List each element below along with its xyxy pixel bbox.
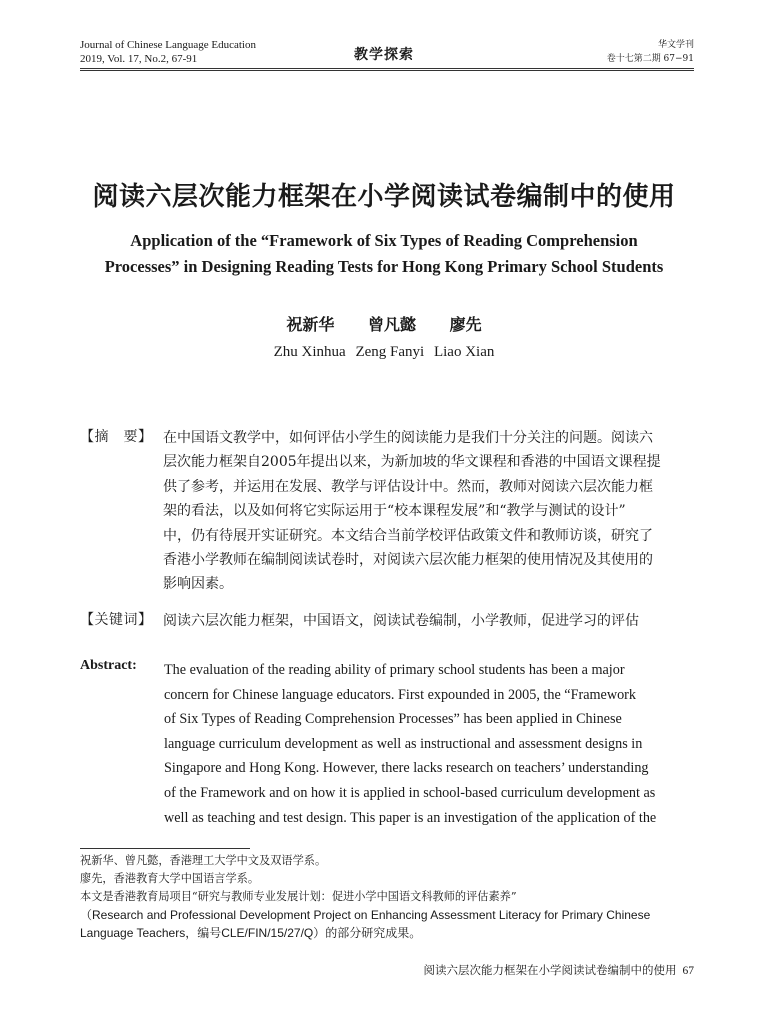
author-name-en: Liao Xian	[433, 344, 495, 360]
keywords-label: 【关键词】	[80, 612, 153, 628]
author-name-en: Zeng Fanyi	[355, 344, 425, 360]
article-title-en-line: Application of the “Framework of Six Types of Reading Comprehension	[130, 231, 638, 250]
abstract-en	[164, 658, 696, 830]
journal-name-cn: 华文学刊	[657, 40, 694, 50]
author-name-cn: 廖先	[449, 315, 482, 334]
abstract-en-line: of the Framework and on how it is applied in school-based curriculum development as	[164, 784, 656, 801]
section-title: 教学探索	[354, 47, 414, 63]
header-rule-top	[80, 68, 694, 69]
page-number: 67	[682, 965, 694, 977]
footnote-funding-en: （Research and Professional Development Project on Enhancing Assessment Literacy for Primary Chinese	[80, 908, 651, 922]
abstract-en-line: of Six Types of Reading Comprehension Processes” has been applied in Chinese	[164, 711, 622, 728]
abstract-cn-line: 香港小学教师在编制阅读试卷时，对阅读六层次能力框架的使用情况及其使用的	[163, 552, 653, 569]
journal-issue: 2019, Vol. 17, No.2, 67-91	[80, 53, 198, 65]
authors-en	[0, 344, 768, 361]
footnote-affiliation: 廖先，香港教育大学中国语言学系。	[80, 872, 260, 885]
abstract-cn-line: 影响因素。	[163, 576, 233, 593]
header-rule-bottom	[80, 70, 694, 71]
footnotes	[80, 852, 700, 942]
article-title-en-line: Processes” in Designing Reading Tests for Hong Kong Primary School Students	[104, 257, 664, 276]
journal-name: Journal of Chinese Language Education	[80, 39, 256, 51]
footnote-funding: 本文是香港教育局项目“研究与教师专业发展计划：促进小学中国语文科教师的评估素养”	[80, 890, 517, 903]
abstract-en-label: Abstract:	[80, 658, 137, 673]
abstract-cn-line: 架的看法，以及如何将它实际运用于“校本课程发展”和“教学与测试的设计”	[163, 503, 626, 520]
abstract-cn-line: 在中国语文教学中，如何评估小学生的阅读能力是我们十分关注的问题。阅读六	[163, 430, 653, 446]
author-name-cn: 曾凡懿	[367, 315, 416, 334]
abstract-cn	[163, 426, 697, 597]
abstract-en-line: well as teaching and test design. This paper is an investigation of the application of the	[164, 809, 657, 826]
authors-cn	[0, 312, 768, 335]
footnote-affiliation: 祝新华、曾凡懿，香港理工大学中文及双语学系。	[80, 854, 327, 867]
abstract-en-line: concern for Chinese language educators. First expounded in 2005, the “Framework	[164, 686, 636, 703]
journal-issue-cn: 卷十七第二期 67−91	[606, 54, 694, 64]
author-name-en: Zhu Xinhua	[273, 344, 346, 360]
journal-header-cn	[607, 38, 694, 66]
abstract-cn-label: 【摘 要】	[80, 429, 153, 445]
abstract-en-line: Singapore and Hong Kong. However, there lacks research on teachers’ understanding	[164, 760, 649, 777]
abstract-cn-line: 供了参考，并运用在发展、教学与评估设计中。然而，教师对阅读六层次能力框	[163, 478, 653, 495]
abstract-cn-line: 中，仍有待展开实证研究。本文结合当前学校评估政策文件和教师访谈，研究了	[163, 527, 653, 544]
article-title-en	[70, 228, 698, 280]
abstract-en-line: The evaluation of the reading ability of primary school students has been a major	[164, 662, 625, 678]
running-title: 阅读六层次能力框架在小学阅读试卷编制中的使用	[423, 963, 677, 977]
author-name-cn: 祝新华	[286, 315, 335, 334]
abstract-en-line: language curriculum development as well as instructional and assessment designs in	[164, 735, 643, 752]
footnote-funding-en: Language Teachers，编号CLE/FIN/15/27/Q）的部分研究成果。	[80, 926, 422, 940]
abstract-cn-line: 层次能力框架自2005年提出以来，为新加坡的华文课程和香港的中国语文课程提	[163, 454, 661, 471]
page-footer	[424, 962, 695, 978]
footnote-rule	[80, 848, 250, 849]
keywords-text: 阅读六层次能力框架，中国语文，阅读试卷编制，小学教师，促进学习的评估	[163, 613, 639, 629]
article-title-cn: 阅读六层次能力框架在小学阅读试卷编制中的使用	[92, 182, 676, 212]
